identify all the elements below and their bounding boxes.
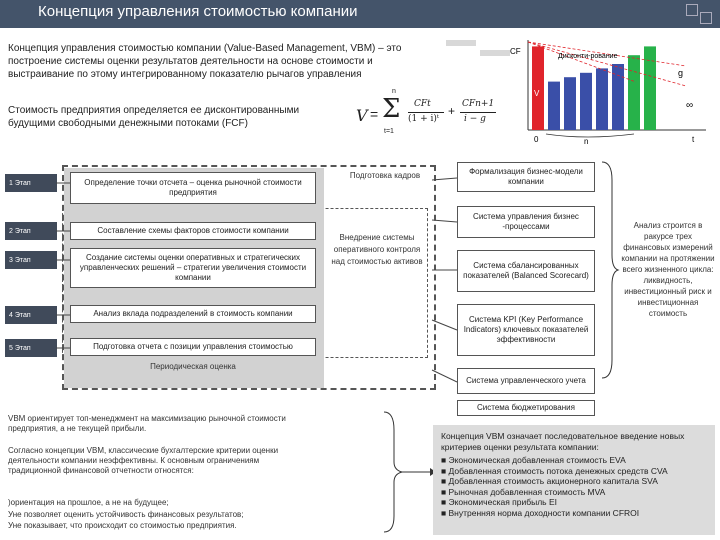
cf-label: CF [510,47,521,56]
v-label: V [534,89,540,98]
cash-flow-bar [644,46,656,130]
dcf-formula [352,88,500,144]
stage-2-box: Составление схемы факторов стоимости компании [70,222,316,240]
g-label: g [678,68,684,78]
formula-eq: = [370,106,379,122]
stage-label: 2 Этап [5,222,57,240]
formula-num2: CFn+1 [462,99,495,109]
bottom-left-p4: Уне позволяет оценить устойчивость финансовых результатов; [8,510,244,519]
discount-label: Дисконти-рование [558,53,618,60]
t-label: t [692,135,695,144]
decor-square [700,12,712,24]
vbm-criteria-item [441,455,668,466]
bullet-icon: ■ [441,476,449,486]
stage-label: 5 Этап [5,339,57,357]
vbm-criteria-intro: Концепция VBM означает последовательное введение новых критериев оценки результата компании: [441,431,685,452]
intro-text: Концепция управления стоимостью компании (Value-Based Management, VBM) – это построение системы оценки результатов деятельности на основе стоимости и выстраивание по этому интегрированному показателю рычагов управления [8,43,402,80]
vbm-criteria-text: Экономическая прибыль EI [448,497,558,507]
bottom-brace [380,408,436,536]
stage-3-box: Создание системы оценки оперативных и стратегических управленческих решений – стратегии увеличения стоимости компании [70,248,316,288]
stage-label: 1 Этап [5,174,57,192]
right-box-bsc: Система сбалансированных показателей (Balanced Scorecard) [457,250,595,292]
formula-den2: i − g [464,114,486,124]
vbm-criteria-item [441,476,668,487]
n-brace [546,134,634,137]
vbm-criteria-block [433,425,715,535]
cash-flow-bar [596,68,608,130]
vbm-criteria-item [441,508,668,519]
bottom-left-p5: Уне показывает, что происходит со стоимостью предприятия. [8,521,237,530]
right-brace [598,160,620,380]
vbm-criteria-item [441,497,668,508]
fraction-line [408,112,444,113]
bullet-icon: ■ [441,455,449,465]
vbm-criteria-text: Внутренняя норма доходности компании CFROI [448,507,640,518]
right-box-budgeting: Система бюджетирования [457,400,595,416]
control-system-label: Внедрение системы оперативного контроля над стоимостью активов [331,233,423,266]
bottom-left-p1: VBM ориентирует топ-менеджмент на максимизацию рыночной стоимости предприятия, а не текущей прибыли. [8,414,286,433]
bullet-icon: ■ [441,507,449,518]
formula-plus: + [448,104,456,118]
right-box-bpm: Система управления бизнес -процессами [457,206,595,238]
stage-4-box: Анализ вклада подразделений в стоимость компании [70,305,316,323]
stage-label: 4 Этап [5,306,57,324]
analysis-text: Анализ строится в ракурсе трех финансовых измерений компании на протяжении всего жизненного цикла: ликвидность, инвестиционный риск и инвестиционная стоимость [621,221,715,318]
right-box-management-accounting: Система управленческого учета [457,368,595,394]
right-box-business-model: Формализация бизнес-модели компании [457,162,595,192]
formula-den1: (1 + i)ᵗ [408,114,440,124]
stage-1-box: Определение точки отсчета – оценка рыночной стоимости предприятия [70,172,316,204]
bottom-left-p2: Согласно концепции VBM, классические бухгалтерские критерии оценки деятельности компании неэффективны. К основным ограничениям традиционной финансовой отчетности относятся: [8,446,279,475]
formula-n: n [392,88,396,95]
vbm-criteria-item [441,487,668,498]
vbm-criteria-item [441,466,668,477]
fraction-line [460,112,496,113]
bullet-icon: ■ [441,465,449,476]
formula-v: V [356,106,368,125]
decor-square [686,4,698,16]
stage-label: 3 Этап [5,251,57,269]
dcf-mini-chart [506,36,716,148]
page-title: Концепция управления стоимостью компании [38,3,358,20]
formula-sum: Σ [382,94,401,124]
cash-flow-bar [628,55,640,130]
cash-flow-bar [548,82,560,130]
n-label: n [584,137,589,146]
vbm-criteria-text: Экономическая добавленная стоимость EVA [448,455,626,465]
bullet-icon: ■ [441,486,449,497]
staff-prep-label: Подготовка кадров [349,171,421,180]
right-box-kpi: Система KPI (Key Performance Indicators) ключевых показателей эффективности [457,304,595,356]
formula-t1: t=1 [384,128,394,135]
infinity-label: ∞ [686,100,694,111]
zero-label: 0 [534,135,539,144]
decor-strip [446,40,476,46]
formula-num1: CFt [414,99,431,109]
right-connectors [430,160,460,420]
cash-flow-bar [564,77,576,130]
vbm-criteria-text: Рыночная добавленная стоимость MVA [448,486,606,497]
stage-5-box: Подготовка отчета с позиции управления стоимостью [70,338,316,356]
title-bar [0,0,720,28]
cash-flow-bar [580,73,592,130]
value-text: Стоимость предприятия определяется ее дисконтированными будущими свободными денежными потоками (FCF) [8,105,300,129]
bullet-icon: ■ [441,497,449,507]
vbm-criteria-text: Добавленная стоимость акционерного капитала SVA [448,476,658,486]
vbm-criteria-text: Добавленная стоимость потока денежных средств CVA [448,465,668,476]
periodic-label: Периодическая оценка [150,362,236,371]
bottom-left-p3: )ориентация на прошлое, а не на будущее; [8,498,169,507]
